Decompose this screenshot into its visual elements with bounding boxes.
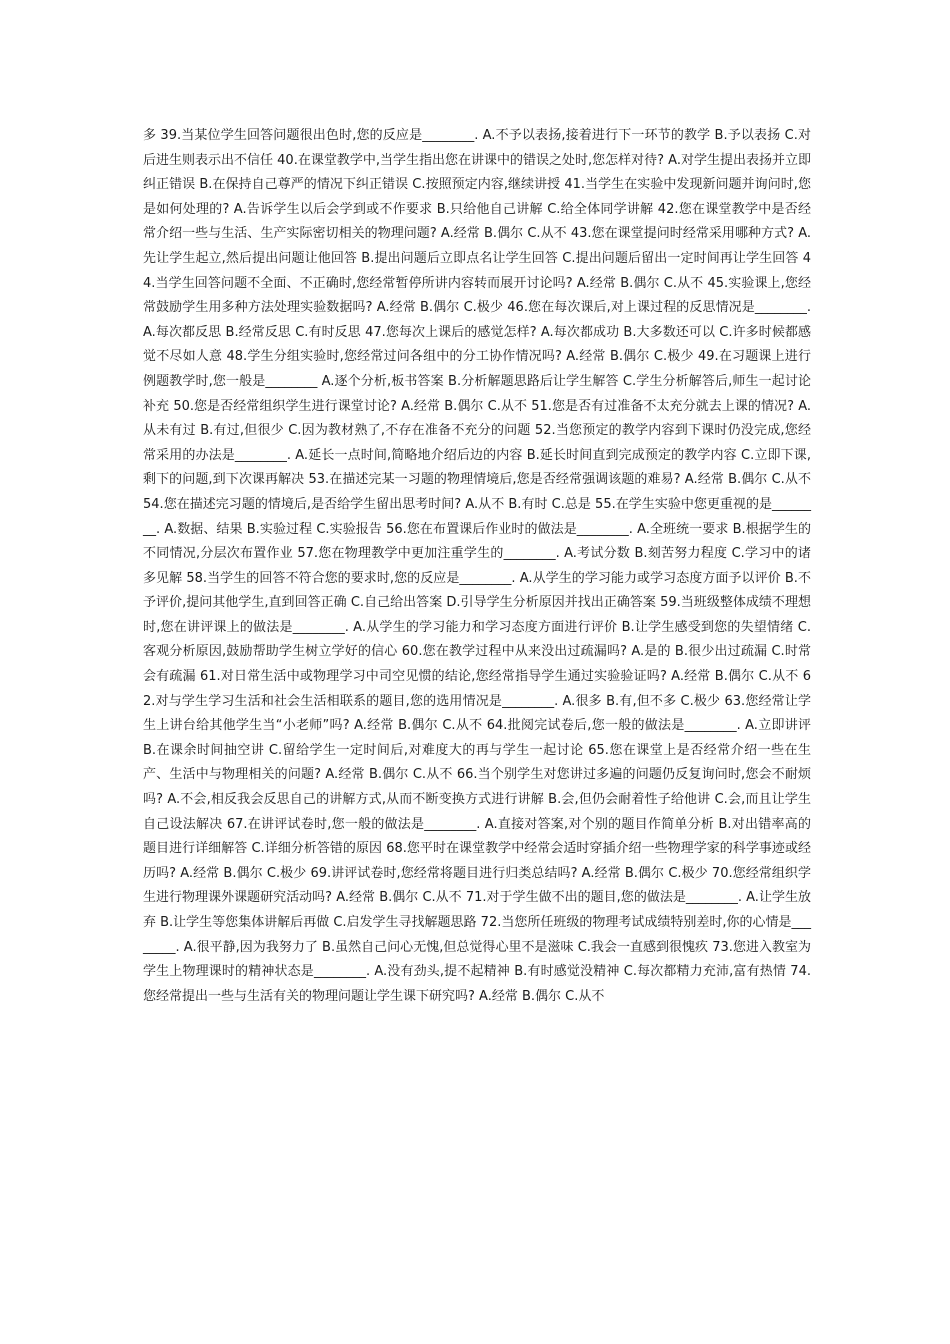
document-body-text: 多 39.当某位学生回答问题很出色时,您的反应是________. A.不予以表扬,接着进行下一环节的教学 B.予以表扬 C.对后进生则表示出不信任 40.在课堂教学中,当学生指出您在讲课中的错误之处时,您怎样对待? A.对学生提出表扬并立即纠正错误 B.在保持自己尊严的情况下纠正错误 C.按照预定内容,继续讲授 41.当学生在实验中发现新问题并询问时,您是如何处理的? A.告诉学生以后会学到或不作要求 B.只给他自己讲解 C.给全体同学讲解 42.您在课堂教学中是否经常介绍一些与生活、生产实际密切相关的物理问题? A.经常 B.偶尔 C.从不 43.您在课堂提问时经常采用哪种方式? A.先让学生起立,然后提出问题让他回答 B.提出问题后立即点名让学生回答 C.提出问题后留出一定时间再让学生回答 44.当学生回答问题不全面、不正确时,您经常暂停所讲内容转而展开讨论吗? A.经常 B.偶尔 C.从不 45.实验课上,您经常鼓励学生用多种方法处理实验数据吗? A.经常 B.偶尔 C.极少 46.您在每次课后,对上课过程的反思情况是________. A.每次都反思 B.经常反思 C.有时反思 47.您每次上课后的感觉怎样? A.每次都成功 B.大多数还可以 C.许多时候都感觉不尽如人意 48.学生分组实验时,您经常过问各组中的分工协作情况吗? A.经常 B.偶尔 C.极少 49.在习题课上进行例题教学时,您一般是________ A.逐个分析,板书答案 B.分析解题思路后让学生解答 C.学生分析解答后,师生一起讨论补充 50.您是否经常组织学生进行课堂讨论? A.经常 B.偶尔 C.从不 51.您是否有过准备不太充分就去上课的情况? A.从未有过 B.有过,但很少 C.因为教材熟了,不存在准备不充分的问题 52.当您预定的教学内容到下课时仍没完成,您经常采用的办法是________. A.延长一点时间,简略地介绍后边的内容 B.延长时间直到完成预定的教学内容 C.立即下课,剩下的问题,到下次课再解决 53.在描述完某一习题的物理情境后,您是否经常强调该题的难易? A.经常 B.偶尔 C.从不 54.您在描述完习题的情境后,是否给学生留出思考时间? A.从不 B.有时 C.总是 55.在学生实验中您更重视的是________. A.数据、结果 B.实验过程 C.实验报告 56.您在布置课后作业时的做法是________. A.全班统一要求 B.根据学生的不同情况,分层次布置作业 57.您在物理教学中更加注重学生的________. A.考试分数 B.刻苦努力程度 C.学习中的诸多见解 58.当学生的回答不符合您的要求时,您的反应是________. A.从学生的学习能力或学习态度方面予以评价 B.不予评价,提问其他学生,直到回答正确 C.自己给出答案 D.引导学生分析原因并找出正确答案 59.当班级整体成绩不理想时,您在讲评课上的做法是________. A.从学生的学习能力和学习态度方面进行评价 B.让学生感受到您的失望情绪 C.客观分析原因,鼓励帮助学生树立学好的信心 60.您在教学过程中从来没出过疏漏吗? A.是的 B.很少出过疏漏 C.时常会有疏漏 61.对日常生活中或物理学习中司空见惯的结论,您经常指导学生通过实验验证吗? A.经常 B.偶尔 C.从不 62.对与学生学习生活和社会生活相联系的题目,您的选用情况是________. A.很多 B.有,但不多 C.极少 63.您经常让学生上讲台给其他学生当“小老师”吗? A.经常 B.偶尔 C.从不 64.批阅完试卷后,您一般的做法是________. A.立即讲评 B.在课余时间抽空讲 C.留给学生一定时间后,对难度大的再与学生一起讨论 65.您在课堂上是否经常介绍一些在生产、生活中与物理相关的问题? A.经常 B.偶尔 C.从不 66.当个别学生对您讲过多遍的问题仍反复询问时,您会不耐烦吗? A.不会,相反我会反思自己的讲解方式,从而不断变换方式进行讲解 B.会,但仍会耐着性子给他讲 C.会,而且让学生自己设法解决 67.在讲评试卷时,您一般的做法是________. A.直接对答案,对个别的题目作简单分析 B.对出错率高的题目进行详细解答 C.详细分析答错的原因 68.您平时在课堂教学中经常会适时穿插介绍一些物理学家的科学事迹或经历吗? A.经常 B.偶尔 C.极少 69.讲评试卷时,您经常将题目进行归类总结吗? A.经常 B.偶尔 C.极少 70.您经常组织学生进行物理课外课题研究活动吗? A.经常 B.偶尔 C.从不 71.对于学生做不出的题目,您的做法是________. A.让学生放弃 B.让学生等您集体讲解后再做 C.启发学生寻找解题思路 72.当您所任班级的物理考试成绩特别差时,你的心情是________. A.很平静,因为我努力了 B.虽然自己问心无愧,但总觉得心里不是滋味 C.我会一直感到很愧疚 73.您进入教室为学生上物理课时的精神状态是________. A.没有劲头,提不起精神 B.有时感觉没精神 C.每次都精力充沛,富有热情 74.您经常提出一些与生活有关的物理问题让学生课下研究吗? A.经常 B.偶尔 C.从不 [143, 128, 811, 1004]
